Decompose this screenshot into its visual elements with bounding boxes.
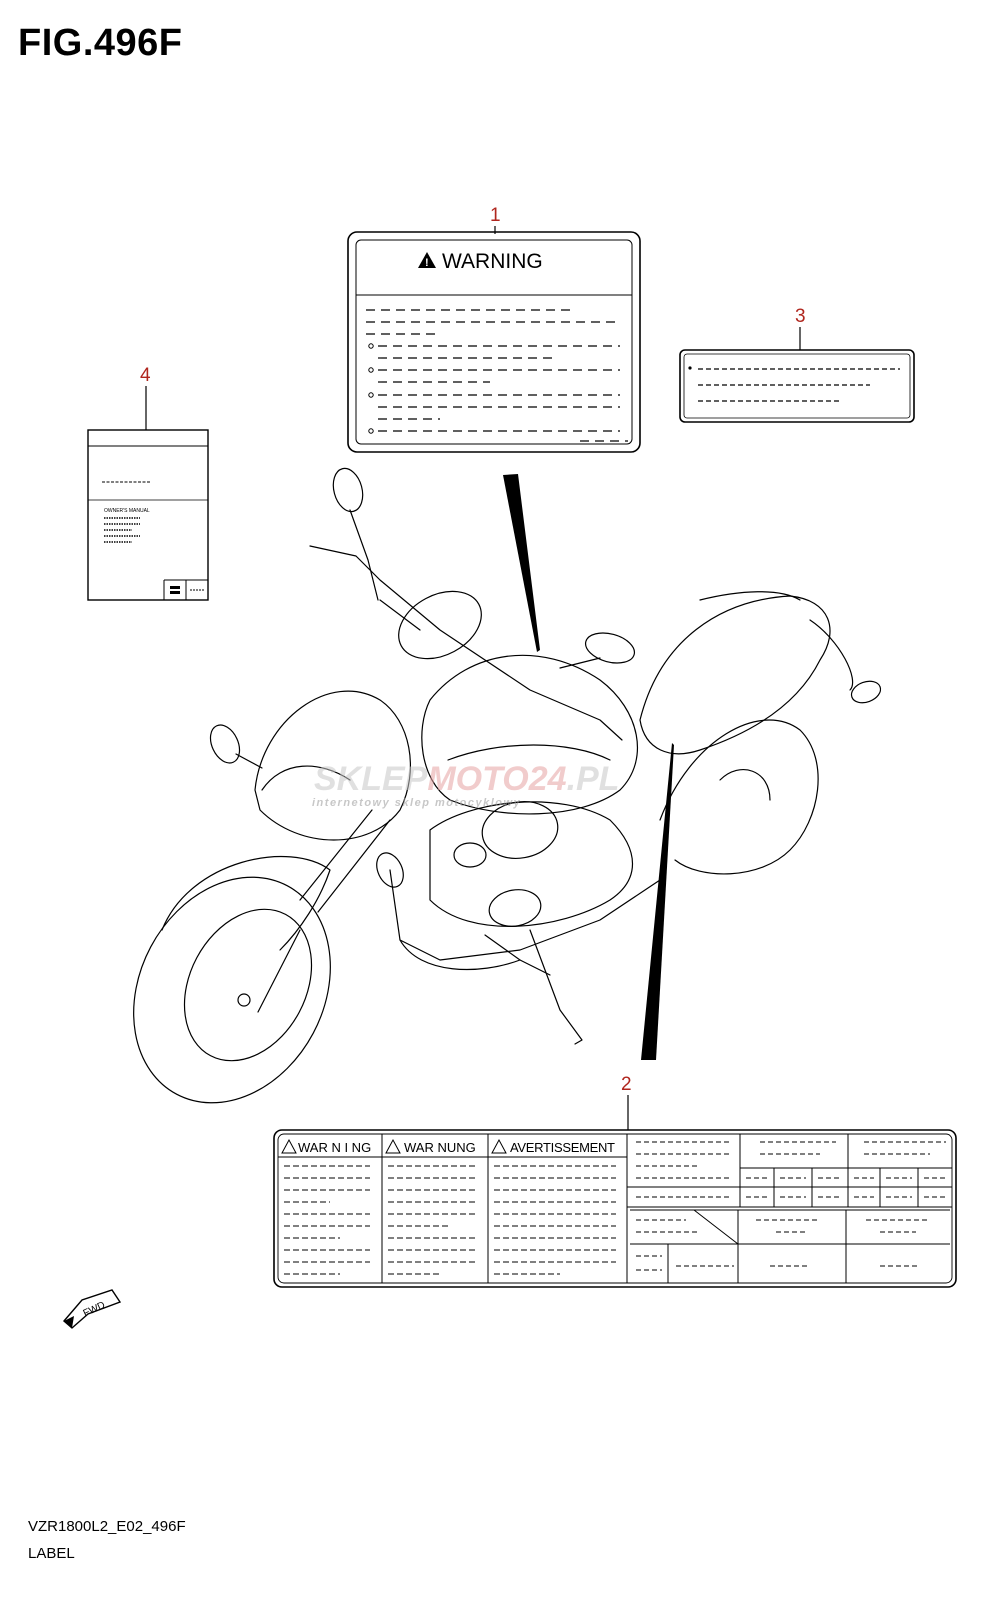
callout-2[interactable]: 2 [621, 1074, 632, 1095]
svg-text:!: ! [425, 257, 429, 269]
warning-heading-en: WAR N I NG [298, 1140, 372, 1155]
warning-triangle-icon-de [386, 1140, 400, 1153]
figure-code: VZR1800L2_E02_496F [28, 1518, 186, 1535]
callout-3[interactable]: 3 [795, 306, 806, 327]
figure-title: FIG.496F [18, 22, 183, 64]
watermark [312, 760, 619, 809]
warning-triangle-icon-fr [492, 1140, 506, 1153]
manual-text: OWNER'S MANUAL [104, 508, 150, 514]
warning-label-2[interactable] [274, 1130, 956, 1287]
owners-manual-item-4[interactable] [88, 430, 208, 600]
pointer-label-1 [503, 474, 540, 652]
warning-heading: WARNING [442, 250, 543, 273]
warning-heading-fr: AVERTISSEMENT [510, 1140, 615, 1155]
svg-text:SKLEPMOTO24.PL: SKLEPMOTO24.PL [314, 760, 620, 798]
svg-text:internetowy sklep motocyklowy: internetowy sklep motocyklowy [312, 797, 522, 809]
warning-label-1[interactable] [348, 232, 640, 452]
forward-direction-badge [64, 1290, 120, 1328]
pointer-label-2 [641, 743, 674, 1060]
fwd-text: FWD [81, 1299, 107, 1320]
callout-4[interactable]: 4 [140, 365, 151, 386]
warning-triangle-icon-en [282, 1140, 296, 1153]
figure-caption: LABEL [28, 1545, 75, 1562]
label-3[interactable] [680, 350, 914, 422]
callout-1[interactable]: 1 [490, 205, 501, 226]
warning-heading-de: WAR NUNG [404, 1140, 476, 1155]
